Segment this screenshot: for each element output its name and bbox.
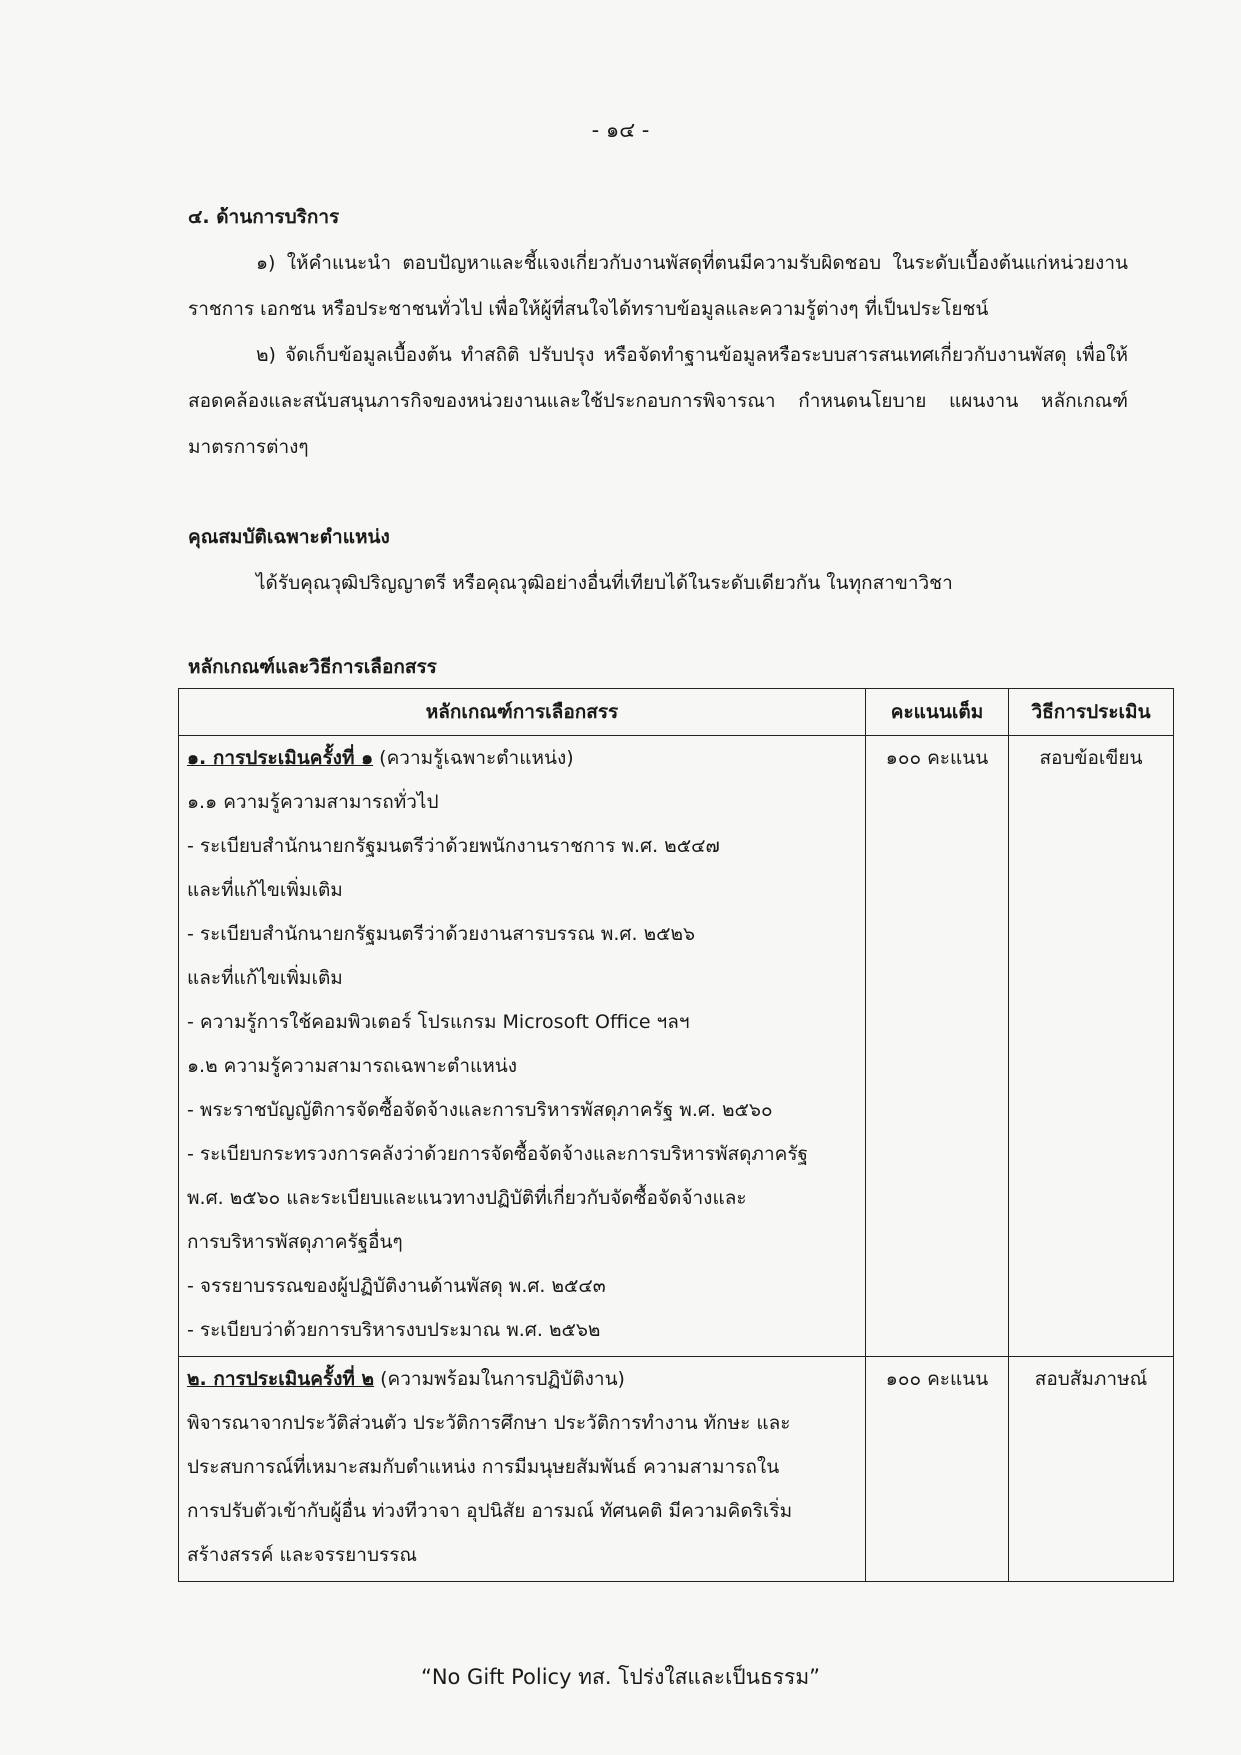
round1-method: สอบข้อเขียน <box>1009 736 1174 1357</box>
service-item-1: ๑) ให้คำแนะนำ ตอบปัญหาและชี้แจงเกี่ยวกับงานพัสดุที่ตนมีความรับผิดชอบ ในระดับเบื้องต้นแก่หน่วยงานราชการ เอกชน หรือประชาชนทั่วไป เพื่อให้ผู้ที่สนใจได้ทราบข้อมูลและความรู้ต่างๆ ที่เป็นประโยชน์ <box>188 252 1128 320</box>
round1-score: ๑๐๐ คะแนน <box>866 736 1009 1357</box>
round1-title: ๑. การประเมินครั้งที่ ๑ <box>187 747 374 769</box>
qualification-heading: คุณสมบัติเฉพาะตำแหน่ง <box>188 526 390 548</box>
selection-heading: หลักเกณฑ์และวิธีการเลือกสรร <box>188 656 437 678</box>
footer-slogan: “No Gift Policy ทส. โปร่งใสและเป็นธรรม” <box>420 1665 821 1689</box>
list-item: และที่แก้ไขเพิ่มเติม <box>187 967 343 989</box>
page-number: - ๑๔ - <box>591 118 650 142</box>
round2-title: ๒. การประเมินครั้งที่ ๒ <box>187 1368 375 1390</box>
list-item: - ระเบียบสำนักนายกรัฐมนตรีว่าด้วยพนักงานราชการ พ.ศ. ๒๕๔๗ <box>187 835 720 857</box>
table-row <box>179 1357 1174 1582</box>
list-item: ๑.๑ ความรู้ความสามารถทั่วไป <box>187 791 439 813</box>
list-item: ประสบการณ์ที่เหมาะสมกับตำแหน่ง การมีมนุษยสัมพันธ์ ความสามารถใน <box>187 1456 780 1478</box>
qualification-text: ได้รับคุณวุฒิปริญญาตรี หรือคุณวุฒิอย่างอื่นที่เทียบได้ในระดับเดียวกัน ในทุกสาขาวิชา <box>256 572 953 594</box>
round2-criteria-cell <box>179 1357 866 1582</box>
list-item: - พระราชบัญญัติการจัดซื้อจัดจ้างและการบริหารพัสดุภาครัฐ พ.ศ. ๒๕๖๐ <box>187 1099 773 1121</box>
table-row <box>179 736 1174 1357</box>
list-item: การบริหารพัสดุภาครัฐอื่นๆ <box>187 1231 403 1253</box>
service-section <box>188 194 1128 470</box>
list-item: - ระเบียบกระทรวงการคลังว่าด้วยการจัดซื้อจัดจ้างและการบริหารพัสดุภาครัฐ <box>187 1143 809 1165</box>
round2-subtitle: (ความพร้อมในการปฏิบัติงาน) <box>374 1368 625 1390</box>
round1-criteria-cell <box>179 736 866 1357</box>
list-item: - ระเบียบว่าด้วยการบริหารงบประมาณ พ.ศ. ๒๕๖๒ <box>187 1319 601 1341</box>
table-header-row <box>179 689 1174 736</box>
selection-criteria-table <box>178 688 1174 1582</box>
round2-title-line <box>187 1357 861 1401</box>
list-item: พิจารณาจากประวัติส่วนตัว ประวัติการศึกษา ประวัติการทำงาน ทักษะ และ <box>187 1412 791 1434</box>
header-score: คะแนนเต็ม <box>866 689 1009 736</box>
round2-method: สอบสัมภาษณ์ <box>1009 1357 1174 1582</box>
round1-title-line <box>187 736 861 780</box>
list-item: - ความรู้การใช้คอมพิวเตอร์ โปรแกรม Microsoft Office ฯลฯ <box>187 1011 690 1033</box>
round2-score: ๑๐๐ คะแนน <box>866 1357 1009 1582</box>
header-criteria: หลักเกณฑ์การเลือกสรร <box>179 689 866 736</box>
round1-subtitle: (ความรู้เฉพาะตำแหน่ง) <box>373 747 574 769</box>
qualification-section <box>188 514 1128 606</box>
header-method: วิธีการประเมิน <box>1009 689 1174 736</box>
service-item-2: ๒) จัดเก็บข้อมูลเบื้องต้น ทำสถิติ ปรับปรุง หรือจัดทำฐานข้อมูลหรือระบบสารสนเทศเกี่ยวกับงานพัสดุ เพื่อให้สอดคล้องและสนับสนุนภารกิจของหน่วยงานและใช้ประกอบการพิจารณา กำหนดนโยบาย แผนงาน หลักเกณฑ์ มาตรการต่างๆ <box>188 344 1128 458</box>
list-item: สร้างสรรค์ และจรรยาบรรณ <box>187 1544 418 1566</box>
list-item: พ.ศ. ๒๕๖๐ และระเบียบและแนวทางปฏิบัติที่เกี่ยวกับจัดซื้อจัดจ้างและ <box>187 1187 747 1209</box>
list-item: และที่แก้ไขเพิ่มเติม <box>187 879 343 901</box>
list-item: - จรรยาบรรณของผู้ปฏิบัติงานด้านพัสดุ พ.ศ. ๒๕๔๓ <box>187 1275 606 1297</box>
list-item: - ระเบียบสำนักนายกรัฐมนตรีว่าด้วยงานสารบรรณ พ.ศ. ๒๕๒๖ <box>187 923 696 945</box>
list-item: การปรับตัวเข้ากับผู้อื่น ท่วงทีวาจา อุปนิสัย อารมณ์ ทัศนคติ มีความคิดริเริ่ม <box>187 1500 793 1522</box>
selection-heading-wrap <box>188 644 1128 690</box>
service-heading: ๔. ด้านการบริการ <box>188 206 340 228</box>
list-item: ๑.๒ ความรู้ความสามารถเฉพาะตำแหน่ง <box>187 1055 518 1077</box>
